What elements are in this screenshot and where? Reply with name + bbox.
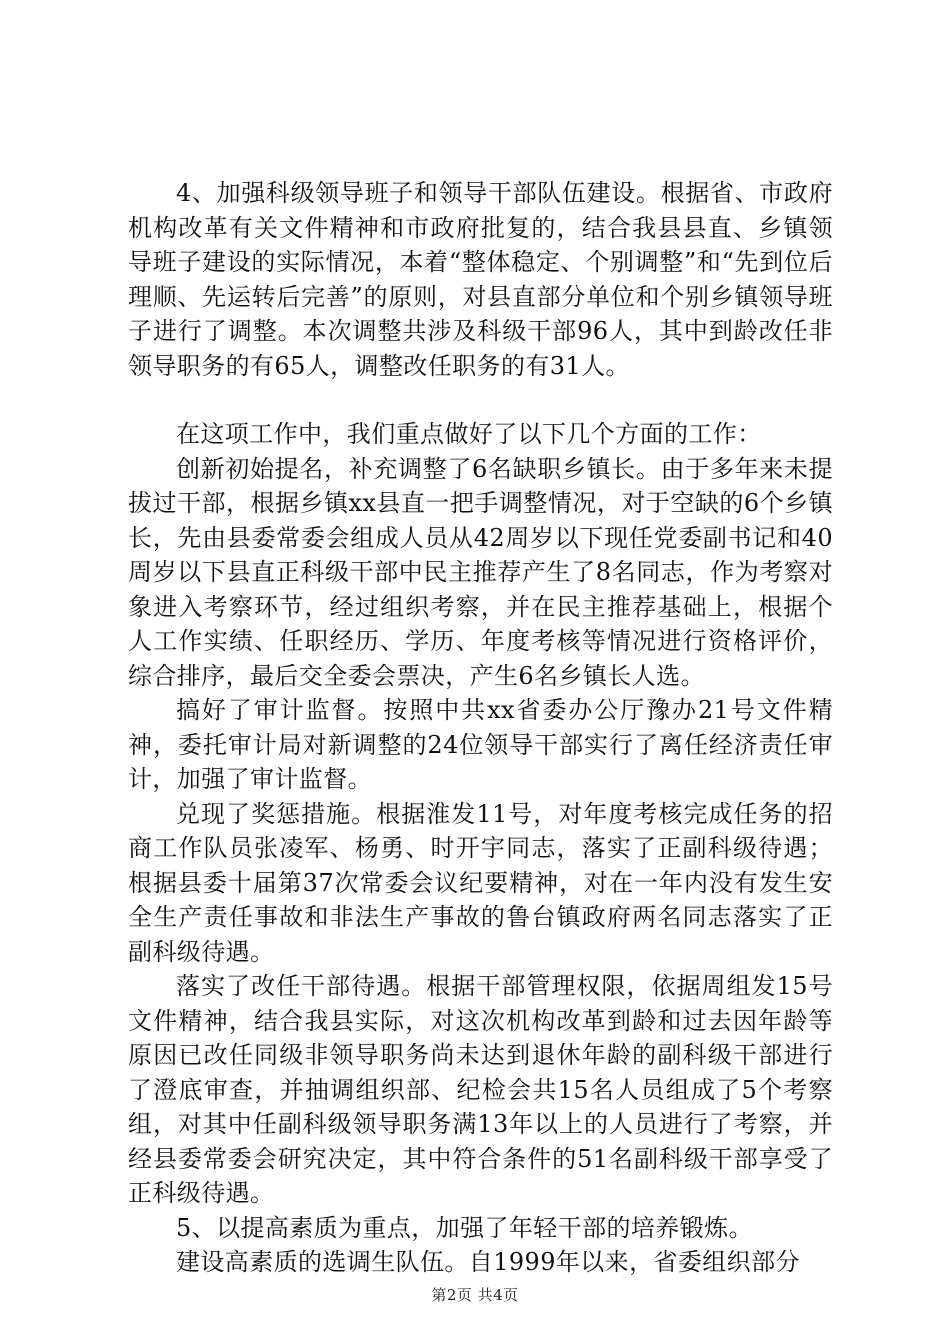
page-footer bbox=[0, 1284, 950, 1305]
page-number-label: 第2页 共4页 bbox=[431, 1286, 519, 1304]
paragraph-section-4: 4、加强科级领导班子和领导干部队伍建设。根据省、市政府机构改革有关文件精神和市政府批复的，结合我县县直、乡镇领导班子建设的实际情况，本着“整体稳定、个别调整”和“先到位后理顺、先运转后完善”的原则，对县直部分单位和个别乡镇领导班子进行了调整。本次调整共涉及科级干部96人，其中到龄改任非领导职务的有65人，调整改任职务的有31人。 bbox=[128, 179, 833, 380]
paragraph-nomination: 创新初始提名，补充调整了6名缺职乡镇长。由于多年来未提拔过干部，根据乡镇xx县直一把手调整情况，对于空缺的6个乡镇长，先由县委常委会组成人员从42周岁以下现任党委副书记和40周岁以下县直正科级干部中民主推荐产生了8名同志，作为考察对象进入考察环节，经过组织考察，并在民主推荐基础上，根据个人工作实绩、任职经历、学历、年度考核等情况进行资格评价，综合排序，最后交全委会票决，产生6名乡镇长人选。 bbox=[128, 454, 833, 690]
paragraph-selection: 建设高素质的选调生队伍。自1999年以来，省委组织部分 bbox=[176, 1248, 800, 1276]
paragraph-section-5: 5、以提高素质为重点，加强了年轻干部的培养锻炼。 bbox=[176, 1213, 753, 1242]
paragraph-intro: 在这项工作中，我们重点做好了以下几个方面的工作： bbox=[176, 420, 762, 448]
paragraph-audit: 搞好了审计监督。按照中共xx省委办公厅豫办21号文件精神，委托审计局对新调整的24位领导干部实行了离任经济责任审计，加强了审计监督。 bbox=[128, 696, 833, 793]
paragraph-treatment: 落实了改任干部待遇。根据干部管理权限，依据周组发15号文件精神，结合我县实际，对这次机构改革到龄和过去因年龄等原因已改任同级非领导职务尚未达到退休年龄的副科级干部进行了澄底审查，并抽调组织部、纪检会共15名人员组成了5个考察组，对其中任副科级领导职务满13年以上的人员进行了考察，并经县委常委会研究决定，其中符合条件的51名副科级干部享受了正科级待遇。 bbox=[128, 972, 833, 1207]
document-body bbox=[128, 176, 833, 1280]
paragraph-rewards: 兑现了奖惩措施。根据淮发11号，对年度考核完成任务的招商工作队员张凌军、杨勇、时开宇同志，落实了正副科级待遇；根据县委十届第37次常委会议纪要精神，对在一年内没有发生安全生产责任事故和非法生产事故的鲁台镇政府两名同志落实了正副科级待遇。 bbox=[128, 799, 833, 966]
